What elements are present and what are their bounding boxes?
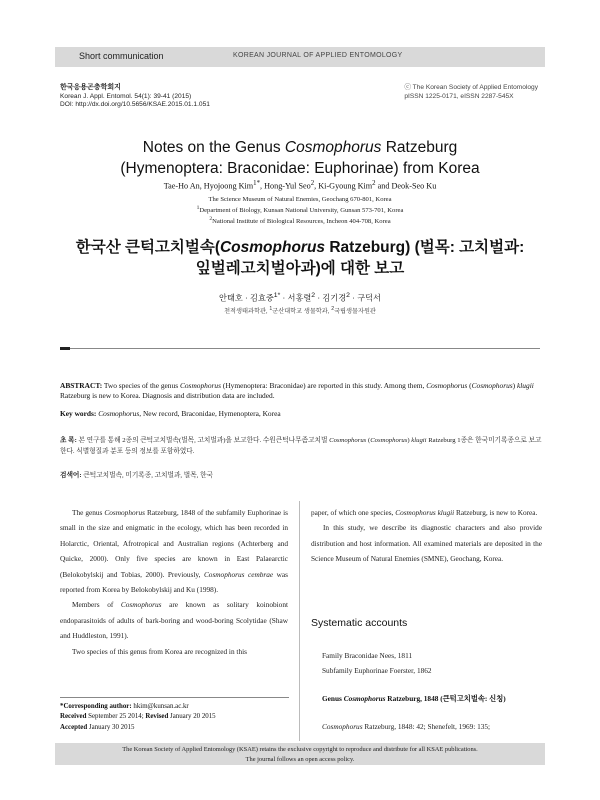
copyright-notice: ⓒ The Korean Society of Applied Entomology — [404, 84, 538, 91]
author-list: Tae-Ho An, Hyojoong Kim$^{1*}$, Hong-Yul Seo$^2$, Ki-Gyoung Kim$^2$ and Deok-Seo Ku — [163, 180, 437, 191]
section-divider-thick — [60, 347, 70, 350]
body-left-column — [60, 505, 288, 659]
footer-bar — [55, 743, 545, 765]
doi-link[interactable]: DOI: http://dx.doi.org/10.5656/KSAE.2015.01.1.051 — [60, 101, 210, 109]
korean-abstract: 초 록: 본 연구를 통해 2종의 큰턱고치벌속(벌목, 고치벌과)을 보고한다. 수원큰턱나무좀고치벌 Cosmophorus (Cosmophorus) klugii Ratzeburg 1종은 한국미기록종으로 보고한다. 식별형질과 분포 등의 정보를 포함하였다. — [60, 437, 542, 455]
genus-citation: Cosmophorus Ratzeburg, 1848: 42; Shenefelt, 1969: 135; — [322, 722, 491, 731]
korean-title: 한국산 큰턱고치벌속(Cosmophorus Ratzeburg) (벌목: 고치벌과: 잎벌레고치벌아과)에 대한 보고 — [75, 239, 525, 277]
paragraph: The genus Cosmophorus Ratzeburg, 1848 of the subfamily Euphorinae is small in the size and enigmatic in the ecology, which has been recorded in Holarctic, Oriental, Afrotropical and Australian regions (Achterberg and Quicke, 2000). Only five species are known in East Palaearctic (Belokobylskij and Tobias, 2000). Previously, Cosmophorus cembrae was reported from Korea by Belokobylskij and Ku (1998). — [60, 508, 288, 595]
section-heading: Systematic accounts — [311, 617, 408, 629]
family-name: Family Braconidae Nees, 1811 — [322, 651, 413, 660]
corresponding-email[interactable]: hkim@kunsan.ac.kr — [131, 703, 189, 710]
copyright-block — [404, 84, 538, 101]
taxonomy-block — [322, 648, 432, 678]
paragraph: Members of Cosmophorus are known as solitary koinobiont endoparasitoids of adults of bark-boring and wood-boring Scolytidae (Shaw and Huddleston, 1991). — [60, 600, 288, 641]
affiliations: The Science Museum of Natural Enemies, Geochang 670-801, Korea $^1$Department of Biology, Kunsan National University, Gunsan 573-701, Korea $^2$National Institute of Biological Resources, Incheon 404-708, Korea — [196, 196, 404, 226]
paper-title: Notes on the Genus Cosmophorus Ratzeburg (Hymenoptera: Braconidae: Euphorinae) from Korea — [120, 139, 480, 177]
header-bar — [55, 47, 545, 67]
journal-citation-block — [60, 84, 210, 110]
paragraph: paper, of which one species, Cosmophorus klugii Ratzeburg, is new to Korea. — [311, 508, 538, 517]
column-divider — [299, 501, 300, 741]
footer-line: The Korean Society of Applied Entomology (KSAE) retains the exclusive copyright to reproduce and distribute for all KSAE publications. — [122, 746, 478, 753]
korean-affiliations: 천적생태과학관, $^1$군산대학교 생물학과, $^2$국립생물자원관 — [224, 306, 376, 316]
body-right-column — [311, 505, 542, 567]
keywords: Key words: Cosmophorus, New record, Braconidae, Hymenoptera, Korea — [60, 409, 281, 418]
citation: Korean J. Appl. Entomol. 54(1): 39-41 (2015) — [60, 92, 192, 100]
korean-author-list: 안태호 · 김효중$^{1*}$ · 서홍렬$^2$ · 김기경$^2$ · 구덕서 — [219, 292, 381, 303]
korean-keywords: 검색어: 큰턱고치벌속, 미기록종, 고치벌과, 벌목, 한국 — [60, 472, 213, 479]
issn: pISSN 1225-0171, eISSN 2287-545X — [404, 92, 514, 100]
section-label: Short communication — [79, 51, 164, 61]
journal-korean-name: 한국응용곤충학회지 — [60, 84, 121, 91]
abstract: ABSTRACT: Two species of the genus Cosmophorus (Hymenoptera: Braconidae) are reported in this study. Among them, Cosmophorus (Cosmophorus) klugii Ratzeburg is new to Korea. Diagnosis and distribution data are included. — [60, 381, 534, 401]
footnote-divider — [60, 697, 289, 698]
paragraph: In this study, we describe its diagnostic characters and also provide distribution and host information. All examined materials are deposited in the Science Museum of Natural Enemies (SMNE), Geochang, Korea. — [311, 523, 542, 564]
footnote: *Corresponding author: hkim@kunsan.ac.kr Received September 25 2014; Revised January 20 2015 Accepted January 30 2015 — [60, 703, 216, 731]
section-divider — [70, 348, 540, 349]
genus-heading: Genus Cosmophorus Ratzeburg, 1848 (큰턱고치벌속: 신칭) — [322, 694, 506, 703]
subfamily-name: Subfamily Euphorinae Foerster, 1862 — [322, 666, 432, 675]
journal-name: KOREAN JOURNAL OF APPLIED ENTOMOLOGY — [233, 52, 403, 59]
footer-line: The journal follows an open access policy. — [245, 755, 355, 763]
paragraph: Two species of this genus from Korea are recognized in this — [72, 646, 247, 656]
